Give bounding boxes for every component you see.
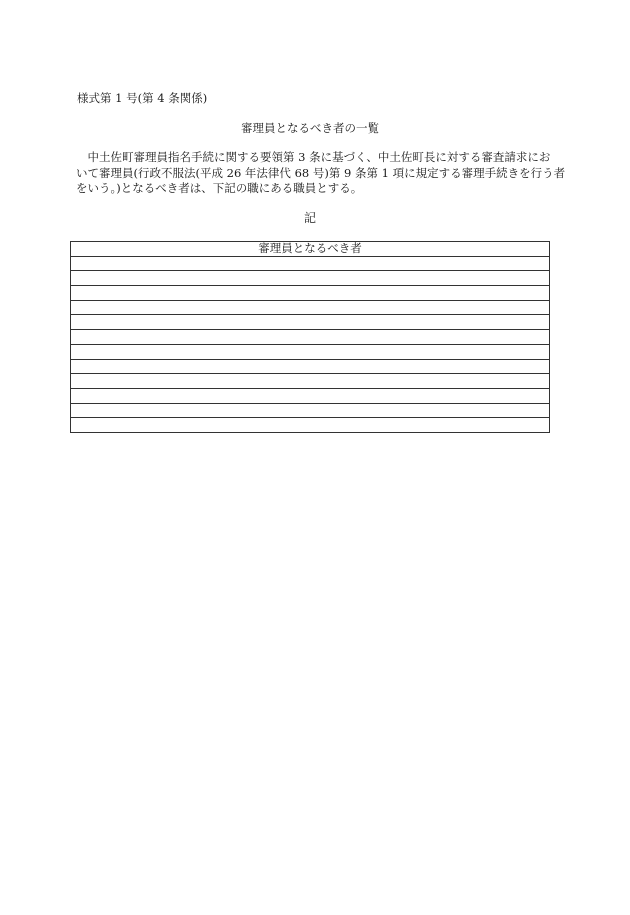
table-cell[interactable] <box>71 344 550 359</box>
table-row <box>71 403 550 418</box>
table-row <box>71 271 550 286</box>
table-cell[interactable] <box>71 315 550 330</box>
table-header-row <box>71 242 550 257</box>
table-cell[interactable] <box>71 359 550 374</box>
table-row <box>71 374 550 389</box>
body-line: をいう。)となるべき者は、下記の職にある職員とする。 <box>76 181 363 195</box>
table-cell[interactable] <box>71 256 550 271</box>
table-row <box>71 418 550 433</box>
table-cell[interactable] <box>71 403 550 418</box>
table-cell[interactable] <box>71 418 550 433</box>
table-row <box>71 330 550 345</box>
ki-heading: 記 <box>303 211 316 225</box>
table-row <box>71 388 550 403</box>
body-line: 中土佐町審理員指名手続に関する要領第 3 条に基づく、中土佐町長に対する審査請求にお <box>76 150 551 164</box>
table-row <box>71 359 550 374</box>
table-cell[interactable] <box>71 271 550 286</box>
table-cell[interactable] <box>71 388 550 403</box>
table-header-cell: 審理員となるべき者 <box>71 242 550 257</box>
table-cell[interactable] <box>71 374 550 389</box>
table-cell[interactable] <box>71 330 550 345</box>
table-row <box>71 300 550 315</box>
table-cell[interactable] <box>71 286 550 301</box>
form-number-label: 様式第 1 号(第 4 条関係) <box>77 91 208 105</box>
page-title: 審理員となるべき者の一覧 <box>241 121 379 135</box>
table-row <box>71 286 550 301</box>
table-row <box>71 344 550 359</box>
table-row <box>71 256 550 271</box>
body-paragraph <box>76 150 566 197</box>
body-line: いて審理員(行政不服法(平成 26 年法律代 68 号)第 9 条第 1 項に規定する審理手続きを行う者 <box>76 165 566 180</box>
table-row <box>71 315 550 330</box>
table-cell[interactable] <box>71 300 550 315</box>
officer-table <box>70 241 550 433</box>
